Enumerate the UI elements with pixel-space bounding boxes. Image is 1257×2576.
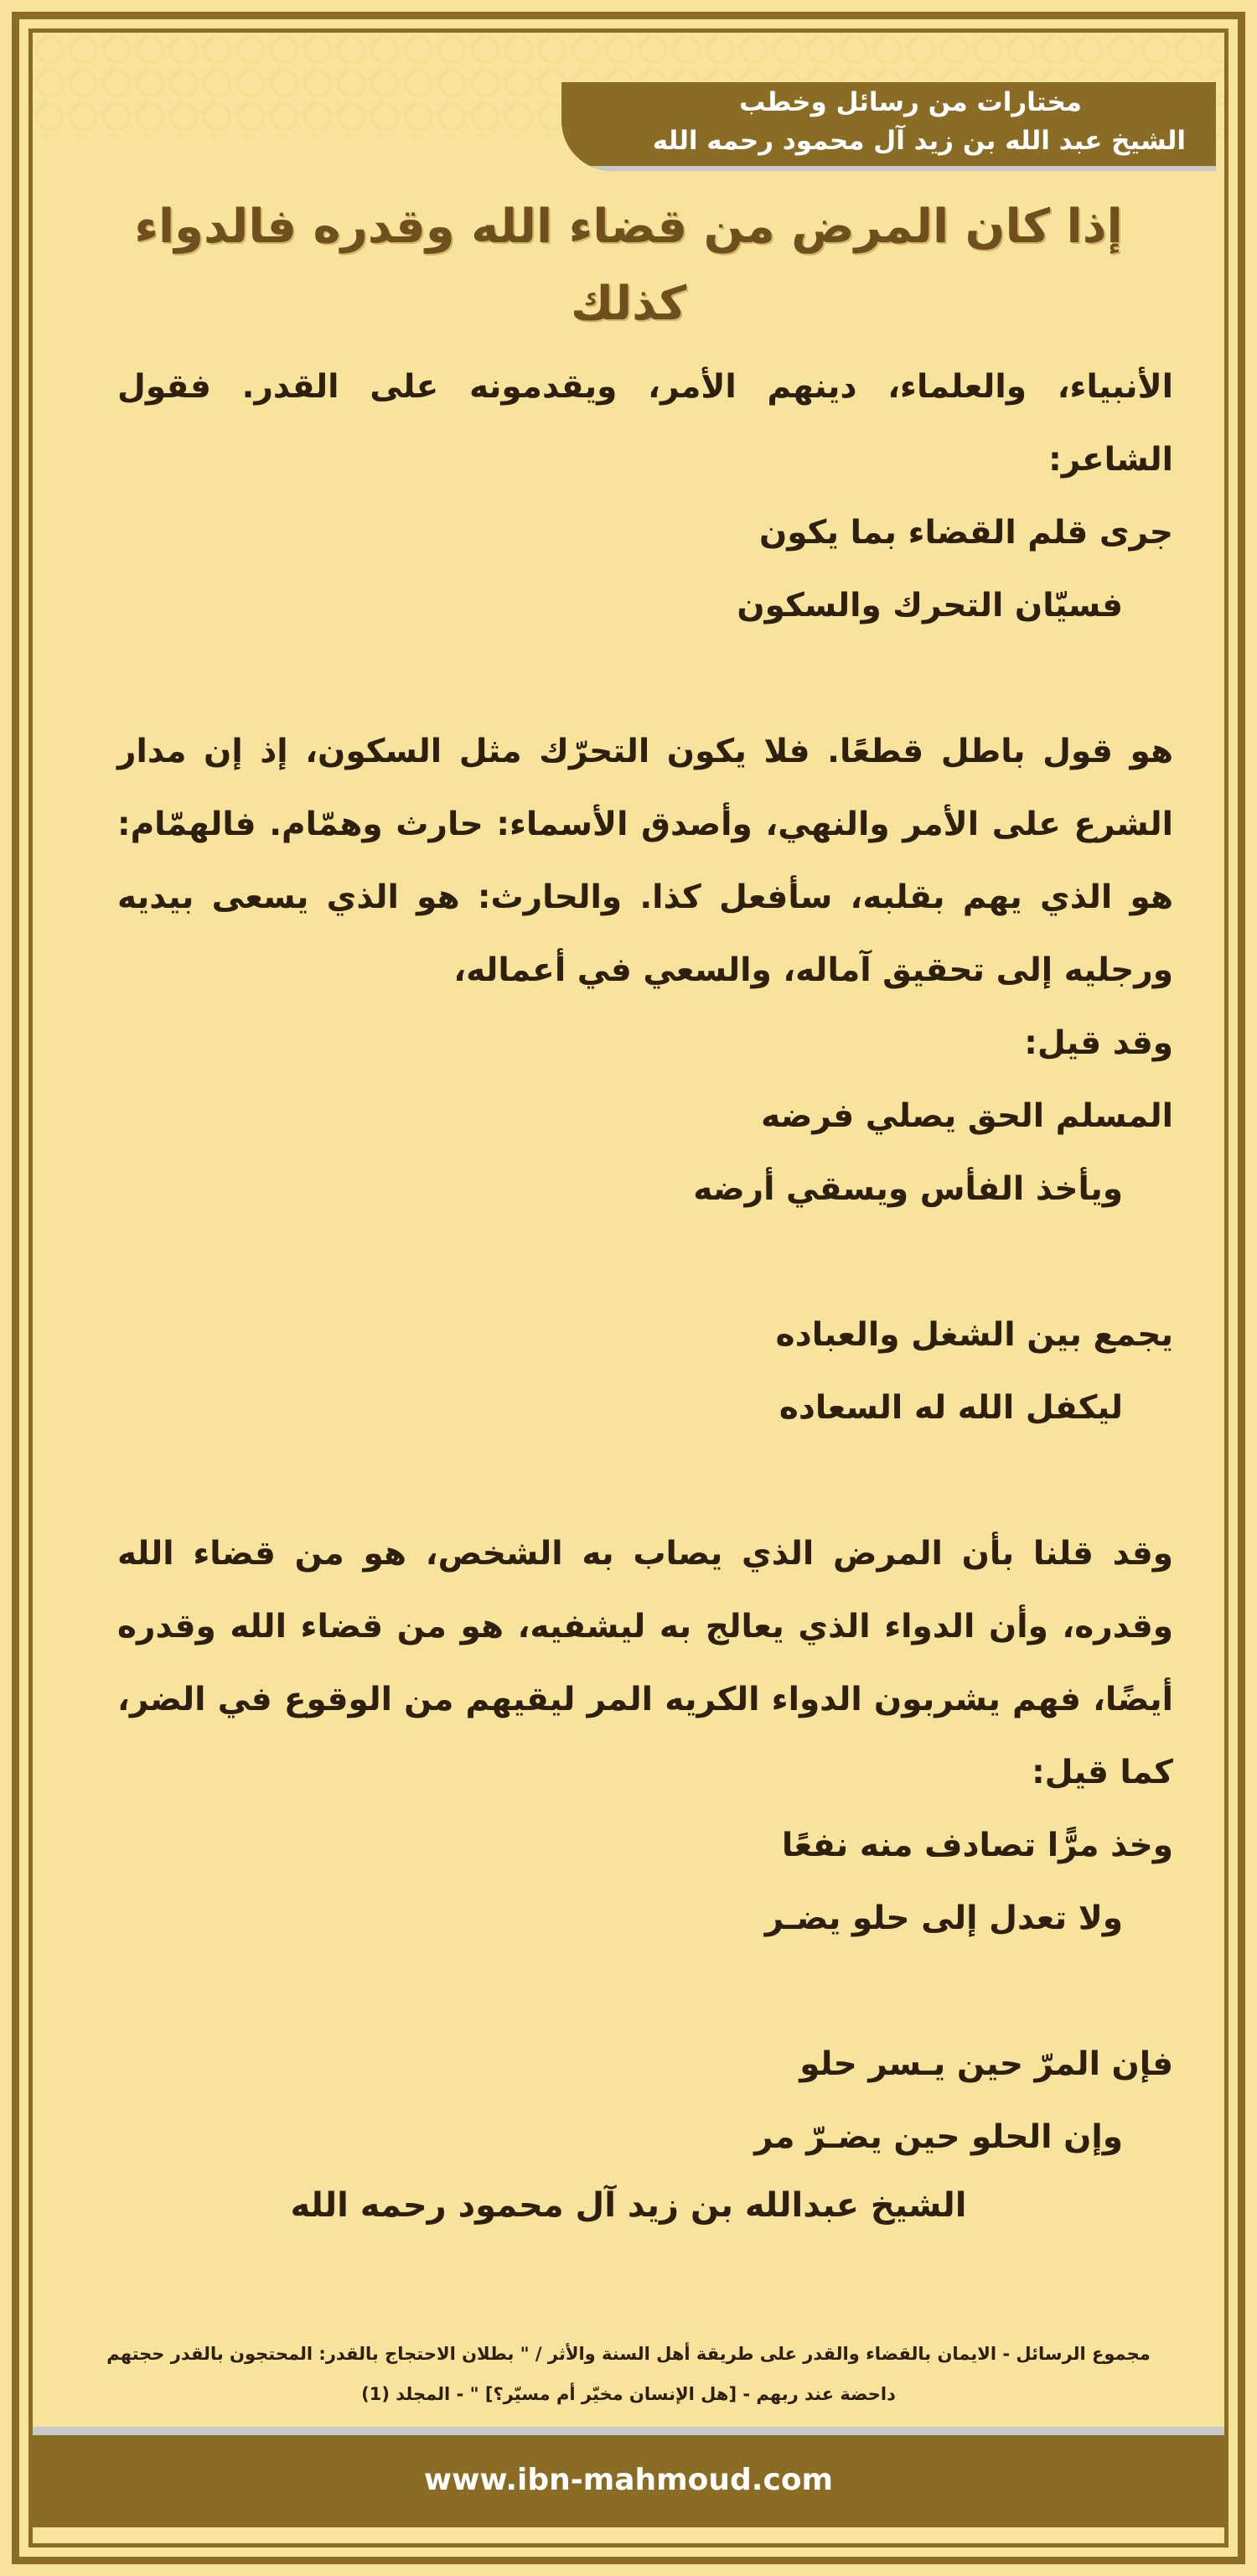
verse-line: يجمع بين الشغل والعباده: [775, 1316, 1173, 1354]
website-link[interactable]: www.ibn-mahmoud.com: [423, 2463, 834, 2497]
verse-line: فإن المرّ حين يـسر حلو: [799, 2045, 1173, 2083]
article-body: [117, 350, 1173, 2174]
verse-line: جرى قلم القضاء بما يكون: [758, 514, 1173, 552]
footer-band: [33, 2435, 1224, 2527]
paragraph-3: وقد قلنا بأن المرض الذي يصاب به الشخص، هو من قضاء الله وقدره، وأن الدواء الذي يعالج به ليشفيه، هو من قضاء الله وقدره أيضًا، فهم يشربون الدواء الكريه المر ليقيهم من الوقوع في الضر، كما قيل:: [117, 1535, 1173, 1791]
verse-line: ويأخذ الفأس ويسقي أرضه: [693, 1170, 1123, 1208]
citation-line-2: داحضة عند ربهم - [هل الإنسان مخيّر أم مسيّر؟] " - المجلد (1): [361, 2384, 896, 2404]
verse-line: ولا تعدل إلى حلو يضـر: [764, 1900, 1123, 1937]
citation-line-1: مجموع الرسائل - الايمان بالقضاء والقدر على طريقة أهل السنة والأثر / " بطلان الاحتجاج بالقدر: المحتجون بالقدر حجتهم: [106, 2344, 1151, 2364]
verse-line: المسلم الحق يصلي فرضه: [761, 1097, 1173, 1135]
signature: الشيخ عبدالله بن زيد آل محمود رحمه الله: [290, 2186, 967, 2225]
paragraph-1: الأنبياء، والعلماء، دينهم الأمر، ويقدمونه على القدر. فقول الشاعر:: [117, 368, 1173, 479]
header-series-title: مختارات من رسائل وخطب: [739, 87, 1082, 117]
verse-line: وإن الحلو حين يضـرّ مر: [754, 2118, 1123, 2156]
header-author: الشيخ عبد الله بن زيد آل محمود رحمه الله: [652, 126, 1186, 156]
paragraph-2-tail: وقد قيل:: [1024, 1024, 1173, 1062]
page-title: إذا كان المرض من قضاء الله وقدره فالدواء كذلك: [134, 200, 1123, 331]
citation: [84, 2334, 1173, 2414]
verse-line: ليكفل الله له السعاده: [779, 1389, 1123, 1427]
verse-line: فسيّان التحرك والسكون: [737, 587, 1123, 625]
verse-line: وخذ مرًّا تصادف منه نفعًا: [781, 1827, 1173, 1864]
footer-divider: [33, 2427, 1224, 2435]
paragraph-2: هو قول باطل قطعًا. فلا يكون التحرّك مثل السكون، إذ إن مدار الشرع على الأمر والنهي، وأصدق الأسماء: حارث وهمّام. فالهمّام: هو الذي يهم بقلبه، سأفعل كذا. والحارث: هو الذي يسعى بيديه ورجليه إلى تحقيق آماله، والسعي في أعماله،: [117, 733, 1173, 989]
header-tab: [561, 82, 1216, 171]
